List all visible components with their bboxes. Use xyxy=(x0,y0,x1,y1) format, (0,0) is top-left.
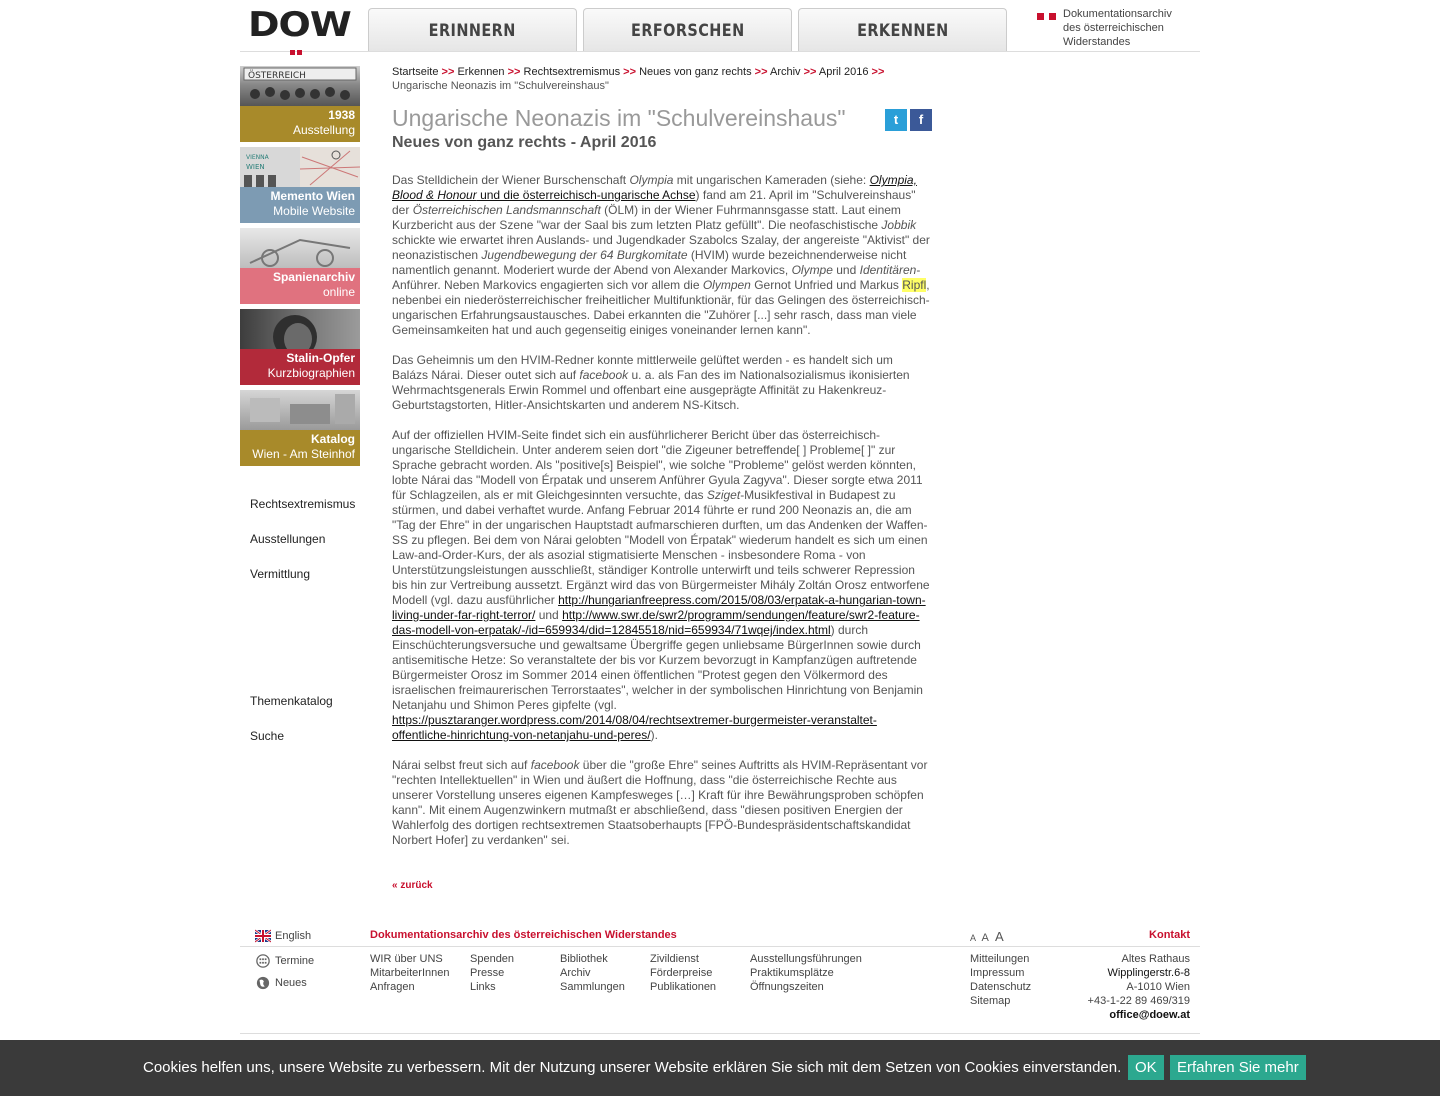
sidebar-link-vermittlung[interactable]: Vermittlung xyxy=(250,567,311,581)
tile-subtitle: Ausstellung xyxy=(292,123,355,137)
cookie-message: Cookies helfen uns, unsere Website zu verbessern. Mit der Nutzung unserer Website erklären Sie sich mit dem Setzen von Cookies einverstanden. xyxy=(143,1059,1122,1076)
search-highlight: Ripfl xyxy=(902,278,927,292)
tile-1938[interactable] xyxy=(240,66,360,142)
address-line: Altes Rathaus xyxy=(1121,953,1190,965)
tile-photo xyxy=(240,147,360,187)
footer-link[interactable]: Zivildienst xyxy=(650,953,699,965)
footer-divider xyxy=(240,946,1200,947)
page-title: Ungarische Neonazis im "Schulvereinshaus" xyxy=(392,105,846,131)
brand-squares xyxy=(1037,10,1061,24)
tile-subtitle: online xyxy=(322,285,355,299)
footer-link[interactable]: Datenschutz xyxy=(970,981,1032,993)
phone-number: +43-1-22 89 469/319 xyxy=(1087,995,1190,1007)
tile-photo xyxy=(240,309,360,349)
article-paragraph: Auf der offiziellen HVIM-Seite findet sich ein ausführlicherer Bericht über das österreichisch-ungarische Stelldichein. Unter anderem seien dort "die Zigeuner betreffende[ ] Probleme[ ]" zur Sprache gebracht worden. Als "positive[s] Beispiel", wie solche "Probleme" gelöst werden könnten, lobte Nárai das "Modell von Érpatak und unserem Anführer Gyula Zagyva". Dieser sorgte etwa 2011 für Schlagzeilen, als er mit Gleichgesinnten versuchte, das Sziget-Musikfestival in Budapest zu stürmen, und dabei verhaftet wurde. Anfang Februar 2014 führte er rund 200 Neonazis an, die am "Tag der Ehre" in der ungarischen Hauptstadt aufmarschieren durften, um das Andenken der Waffen-SS zu pflegen. Bei dem von Nárai gelobten "Modell von Érpatak" wiederum handelt es sich um einen Law-and-Order-Kurs, der als asozial stigmatisierte Menschen - insbesondere Roma - von Unterstützungsleistungen ausschließt, ständiger Kontrolle unterwirft und teils schwerer Repression bis hin zur Vertreibung aussetzt. Ergänzt wird das von Bürgermeister Mihály Zoltán Orosz entworfene Modell (vgl. dazu ausführlicher http://hungarianfreepress.com/2015/08/03/erpatak-a-hungarian-town-living-under-far-right-terror/ und http://www.swr.de/swr2/programm/sendungen/feature/swr2-feature-das-modell-von-erpatak/-/id=659934/did=12845518/nid=659934/71wqej/index.html) durch Einschüchterungsversuche und gewaltsame Übergriffe gegen unliebsame BürgerInnen sowie durch antisemitische Hetze: So veranstaltete der bis vor Kurzem bevorzugt in Kampfanzügen auftretende Bürgermeister Orosz im Sommer 2014 einen öffentlichen "Protest gegen den Völkermord des israelischen freimaurerischen Terrorstaates", welcher in der symbolischen Hinrichtung von Benjamin Netanjahu und Shimon Peres gipfelte (vgl. https://pusztaranger.wordpress.com/2014/08/04/rechtsextremer-burgermeister-veranstaltet-offentliche-hinrichtung-von-netanjahu-und-peres/). xyxy=(392,428,930,742)
twitter-icon: t xyxy=(893,112,899,127)
cookie-learn-more-button[interactable]: Erfahren Sie mehr xyxy=(1170,1055,1306,1080)
footer-link[interactable]: Förderpreise xyxy=(650,967,713,979)
site-footer xyxy=(240,926,1200,1034)
breadcrumb-link[interactable]: Startseite xyxy=(392,66,439,78)
breadcrumb-link[interactable]: Neues von ganz rechts xyxy=(639,66,752,78)
article-link-pusztaranger[interactable]: https://pusztaranger.wordpress.com/2014/08/04/rechtsextremer-burgermeister-veranstaltet-offentliche-hinrichtung-von-netanjahu-und-peres/ xyxy=(392,713,877,742)
tile-caption xyxy=(240,349,360,385)
footer-column xyxy=(370,952,450,994)
site-header xyxy=(240,0,1200,52)
tile-caption xyxy=(240,106,360,142)
article-link-olympia[interactable]: Olympia, Blood & Honour und die österreichisch-ungarische Achse xyxy=(392,173,917,202)
article-link-hungarianfreepress[interactable]: http://hungarianfreepress.com/2015/08/03/erpatak-a-hungarian-town-living-under-far-right-terror/ xyxy=(392,593,926,622)
brand-text[interactable] xyxy=(1037,7,1197,49)
brand-line: Widerstandes xyxy=(1063,36,1131,48)
breadcrumb-current: Ungarische Neonazis im "Schulvereinshaus" xyxy=(392,80,609,92)
cookie-ok-button[interactable]: OK xyxy=(1128,1055,1164,1080)
globe-icon xyxy=(255,976,271,990)
footer-link[interactable]: Sitemap xyxy=(970,995,1011,1007)
brand-line: Dokumentationsarchiv xyxy=(1063,8,1172,20)
breadcrumb xyxy=(392,65,932,93)
article-paragraph: Das Stelldichein der Wiener Burschenschaft Olympia mit ungarischen Kameraden (siehe: Olympia, Blood & Honour und die österreichisch-ungarische Achse) fand am 21. April im "Schulvereinshaus" der Österreichischen Landsmannschaft (ÖLM) in der Wiener Fuhrmannsgasse statt. Laut einem Kurzbericht aus der Szene "war der Saal bis zum letzten Platz gefüllt". Die neofaschistische Jobbik schickte wie erwartet ihren Auslands- und Jugendkader Szabolcs Szalay, der angereiste "Aktivist" der neonazistischen Jugendbewegung der 64 Burgkomitate (HVIM) wurde bezeichnenderweise nicht namentlich genannt. Moderiert wurde der Abend von Alexander Markovics, Olympe und Identitären-Anführer. Neben Markovics engagierten sich vor allem die Olympen Gernot Unfried und Markus Ripfl, nebenbei ein niederösterreichischer freiheitlicher Multifunktionär, für das Gelingen des österreichisch-ungarischen Erfahrungsaustausches. Dabei erkannten die "Zuhörer [...] sehr rasch, dass man viele Gemeinsamkeiten hat und auch gegenseitig einiges voneinander lernen kann". xyxy=(392,173,930,337)
tile-photo xyxy=(240,66,360,106)
dow-logo[interactable] xyxy=(248,4,351,48)
footer-column xyxy=(750,952,862,994)
footer-link[interactable]: Impressum xyxy=(970,967,1025,979)
breadcrumb-link[interactable]: April 2016 xyxy=(818,66,869,78)
tile-title: Stalin-Opfer xyxy=(286,351,355,365)
svg-text:WIEN: WIEN xyxy=(246,163,265,171)
footer-link[interactable]: Publikationen xyxy=(650,981,717,993)
neues-link[interactable] xyxy=(255,976,307,990)
tile-caption xyxy=(240,268,360,304)
svg-text:VIENNA: VIENNA xyxy=(246,154,269,161)
nav-tab-label: ERKENNEN xyxy=(856,21,949,41)
footer-link[interactable]: Mitteilungen xyxy=(970,953,1030,965)
footer-address xyxy=(1088,952,1190,1022)
breadcrumb-separator: >> xyxy=(623,66,637,78)
logo-text: DOW xyxy=(248,4,351,44)
tile-caption xyxy=(240,187,360,223)
breadcrumb-separator: >> xyxy=(507,66,521,78)
tile-title: Memento Wien xyxy=(270,189,355,203)
tile-caption xyxy=(240,430,360,466)
sidebar-link-suche[interactable]: Suche xyxy=(250,729,285,743)
footer-link[interactable]: Öffnungszeiten xyxy=(750,981,824,993)
back-link[interactable]: « zurück xyxy=(392,880,433,891)
nav-tab-erforschen[interactable] xyxy=(583,8,792,51)
tile-subtitle: Mobile Website xyxy=(273,204,355,218)
termine-label: Termine xyxy=(275,954,315,967)
kontakt-link[interactable]: Kontakt xyxy=(1149,929,1190,941)
language-switch-english[interactable] xyxy=(255,929,311,943)
footer-column xyxy=(470,952,514,994)
language-label: English xyxy=(275,929,312,942)
uk-flag-icon xyxy=(255,929,271,943)
footer-column xyxy=(970,952,1031,1008)
address-line: Wipplingerstr.6-8 xyxy=(1107,967,1190,979)
logo-dots xyxy=(290,42,304,47)
nav-tab-label: ERINNERN xyxy=(428,21,517,41)
font-size-controls xyxy=(970,929,1004,944)
tile-spanienarchiv[interactable] xyxy=(240,228,360,304)
footer-column xyxy=(650,952,716,994)
footer-column xyxy=(560,952,625,994)
termine-link[interactable] xyxy=(255,954,314,968)
page-subtitle: Neues von ganz rechts - April 2016 xyxy=(392,134,657,151)
email-link[interactable]: office@doew.at xyxy=(1109,1009,1190,1021)
tile-subtitle: Kurzbiographien xyxy=(267,366,355,380)
tile-photo xyxy=(240,228,360,268)
breadcrumb-separator: >> xyxy=(803,66,817,78)
footer-link[interactable]: Presse xyxy=(470,967,505,979)
breadcrumb-separator: >> xyxy=(441,66,455,78)
neues-label: Neues xyxy=(275,976,307,989)
sidebar-link-rechtsextremismus[interactable]: Rechtsextremismus xyxy=(250,497,356,511)
font-size-large[interactable]: A xyxy=(995,929,1004,944)
footer-link[interactable]: Archiv xyxy=(560,967,591,979)
cookie-banner xyxy=(0,1040,1440,1096)
footer-link[interactable]: Anfragen xyxy=(370,981,415,993)
nav-tab-erinnern[interactable] xyxy=(368,8,577,51)
tile-photo xyxy=(240,390,360,430)
nav-tab-label: ERFORSCHEN xyxy=(630,21,745,41)
tile-subtitle: Wien - Am Steinhof xyxy=(252,447,355,461)
footer-link[interactable]: Bibliothek xyxy=(560,953,608,965)
font-size-small[interactable]: A xyxy=(970,933,977,943)
breadcrumb-link[interactable]: Erkennen xyxy=(457,66,505,78)
breadcrumb-separator: >> xyxy=(871,66,885,78)
tile-title: Spanienarchiv xyxy=(272,270,355,284)
twitter-share-button[interactable] xyxy=(885,109,907,131)
sidebar-link-ausstellungen[interactable]: Ausstellungen xyxy=(250,532,326,546)
tile-memento-wien[interactable] xyxy=(240,147,360,223)
footer-link[interactable]: Spenden xyxy=(470,953,515,965)
tile-katalog[interactable] xyxy=(240,390,360,466)
calendar-icon xyxy=(255,954,271,968)
nav-tab-erkennen[interactable] xyxy=(798,8,1007,51)
breadcrumb-link[interactable]: Rechtsextremismus xyxy=(523,66,621,78)
article-paragraph: Das Geheimnis um den HVIM-Redner konnte mittlerweile gelüftet werden - es handelt sich um Balázs Nárai. Dieser outet sich auf facebook u. a. als Fan des im Nationalsozialismus ikonisierten Wehrmachtsgenerals Erwin Rommel und offenbart eine ausgeprägte Affinität zu Hakenkreuz-Geburtstagstorten, Hitler-Ansichtskarten und anderem NS-Kitsch. xyxy=(392,353,910,412)
sidebar-link-themenkatalog[interactable]: Themenkatalog xyxy=(250,694,333,708)
footer-org-name[interactable]: Dokumentationsarchiv des österreichischen Widerstandes xyxy=(370,929,677,941)
footer-link[interactable]: Praktikumsplätze xyxy=(750,967,834,979)
breadcrumb-separator: >> xyxy=(754,66,768,78)
footer-link[interactable]: MitarbeiterInnen xyxy=(370,967,450,979)
facebook-icon: f xyxy=(918,112,924,127)
article-paragraph: Nárai selbst freut sich auf facebook über die "große Ehre" seines Auftritts als HVIM-Repräsentant vor "rechten Intellektuellen" in Wien und äußert die Hoffnung, dass "die österreichische Rechte aus unserer Vorstellung unseres eigenen Kampfesweges […] Kraft für ihre Bewährungsproben schöpfen kann". Mit einem Augenzwinkern mutmaßt er abschließend, dass "diesen positiven Energien der Wahlerfolg des dortigen rechtsextremen Staatsoberhaupts [FPÖ-Bundespräsidentschaftskandidat Norbert Hofer] zu verdanken" sei. xyxy=(392,758,928,847)
breadcrumb-link[interactable]: Archiv xyxy=(769,66,801,78)
tile-title: 1938 xyxy=(328,108,355,122)
footer-link[interactable]: Sammlungen xyxy=(560,981,625,993)
footer-link[interactable]: Links xyxy=(470,981,496,993)
facebook-share-button[interactable] xyxy=(910,109,932,131)
footer-link[interactable]: WIR über UNS xyxy=(370,953,443,965)
font-size-medium[interactable]: A xyxy=(981,932,989,944)
article-link-swr[interactable]: http://www.swr.de/swr2/programm/sendungen/feature/swr2-feature-das-modell-von-erpatak/-/id=659934/did=12845518/nid=659934/71wqej/index.html xyxy=(392,608,920,637)
tile-title: Katalog xyxy=(310,432,355,446)
svg-text:ÖSTERREICH: ÖSTERREICH xyxy=(248,71,306,81)
footer-link[interactable]: Ausstellungsführungen xyxy=(750,953,862,965)
tile-stalin-opfer[interactable] xyxy=(240,309,360,385)
address-line: A-1010 Wien xyxy=(1126,981,1190,993)
brand-line: des österreichischen xyxy=(1063,22,1164,34)
page xyxy=(240,0,1200,1040)
article-body xyxy=(392,173,932,863)
